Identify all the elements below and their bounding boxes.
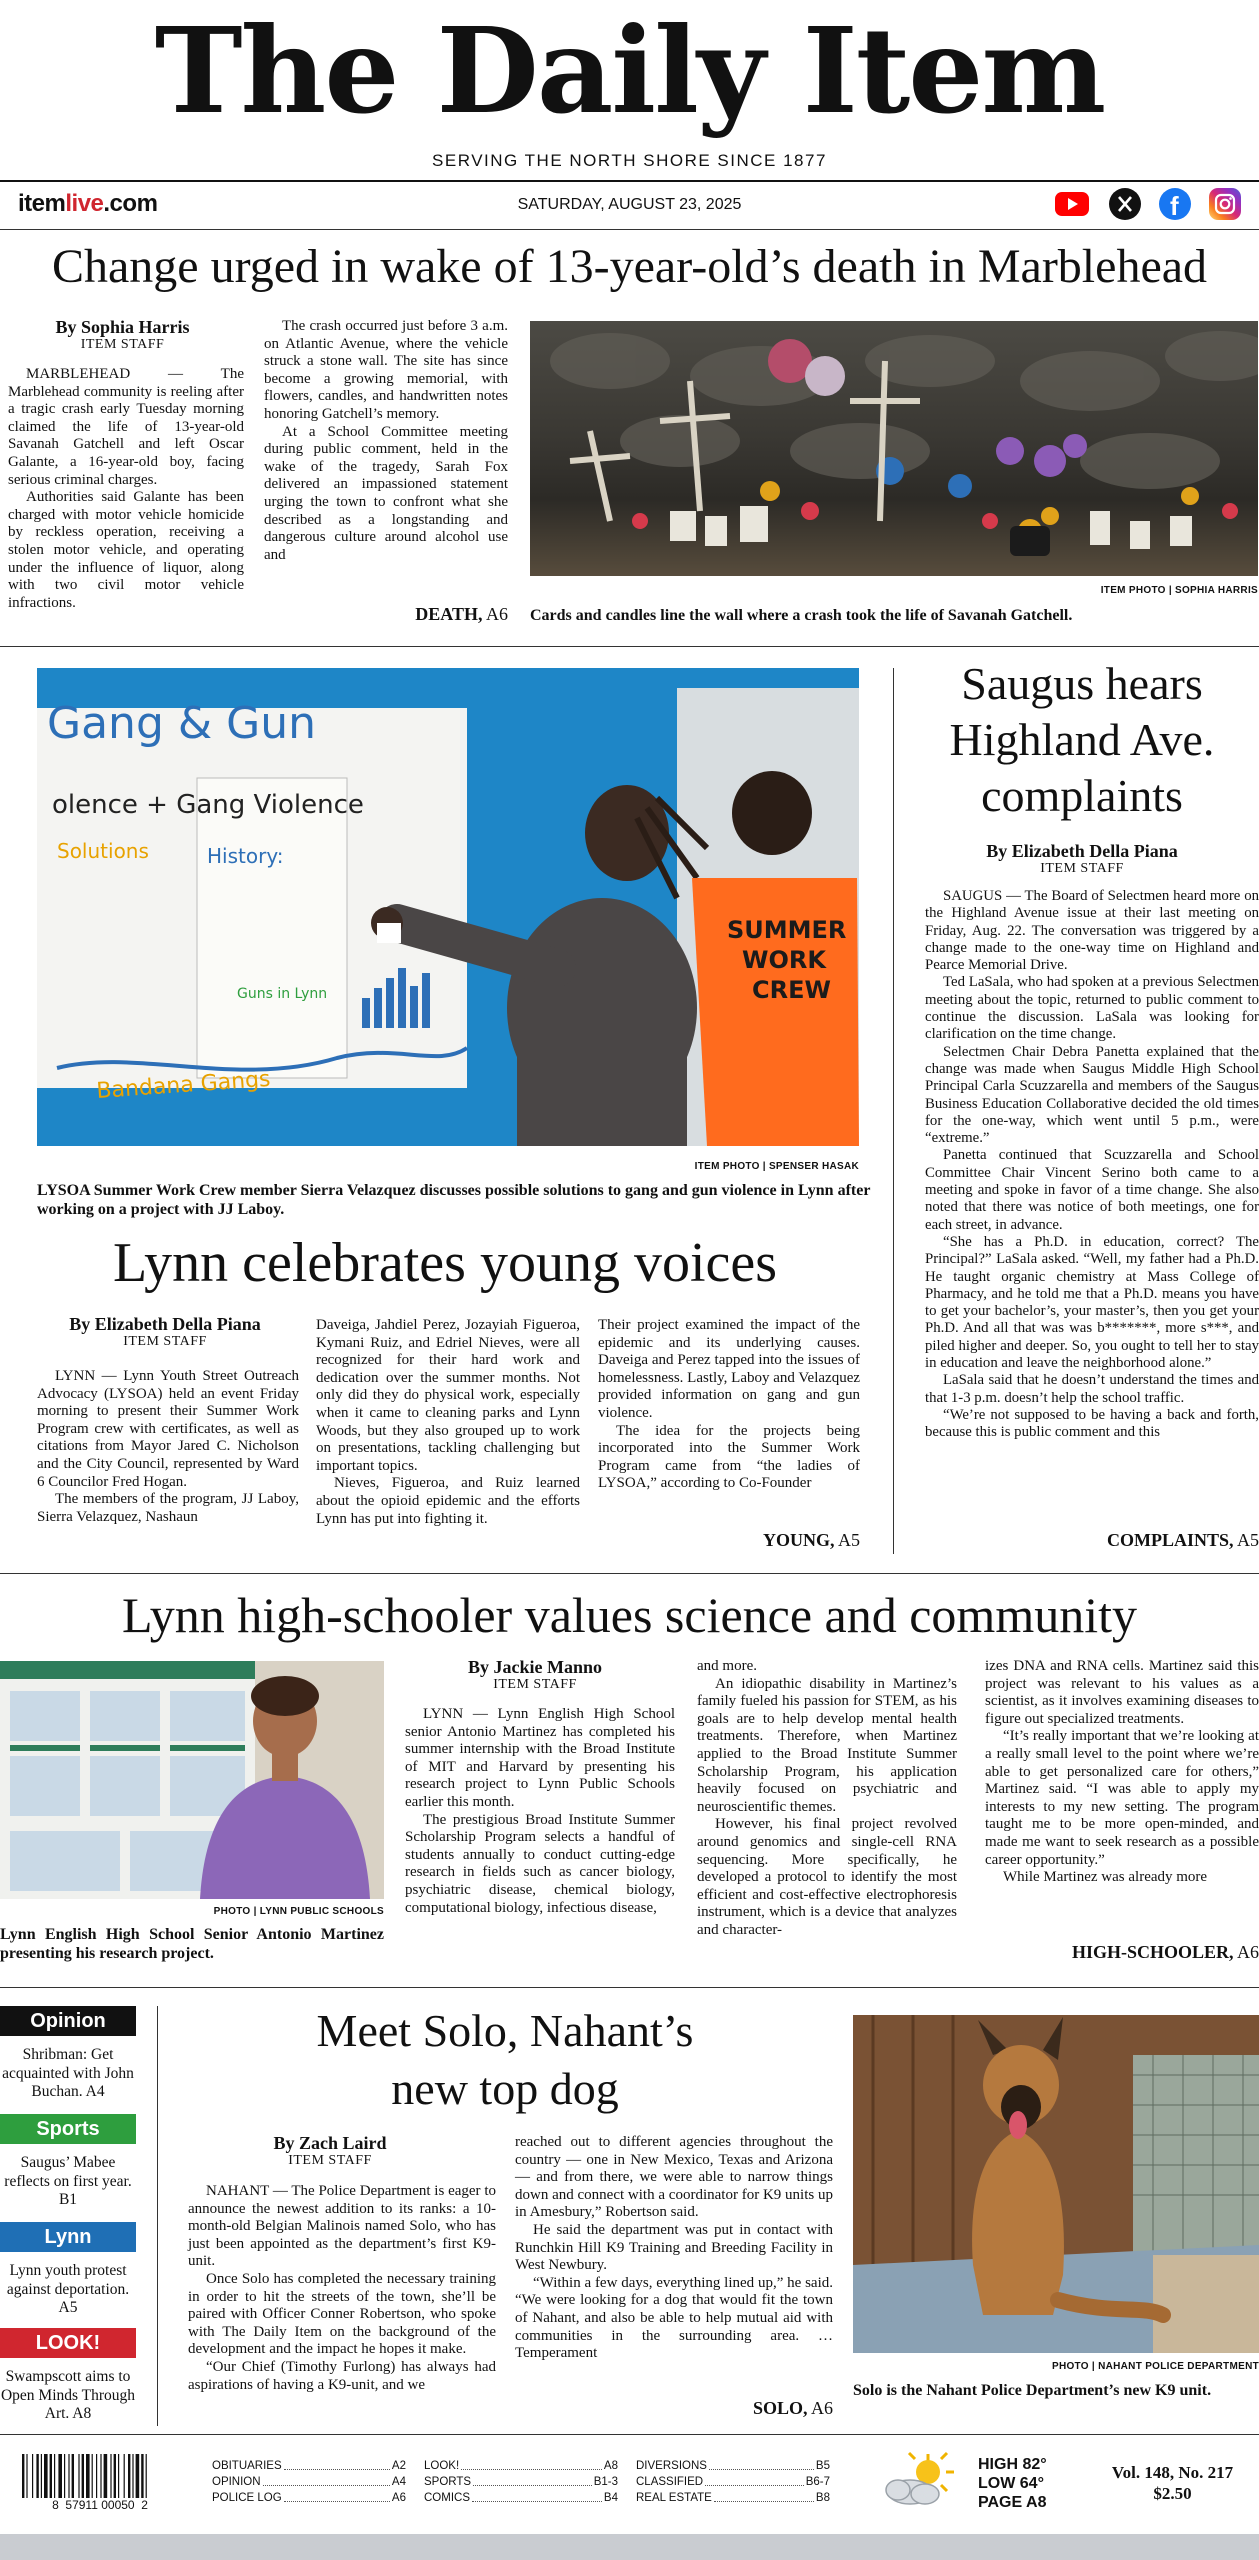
index-col-3 (636, 2458, 830, 2506)
site-url[interactable]: itemlive.com (18, 190, 158, 217)
weather (978, 2455, 1078, 2512)
bottom-band (0, 2534, 1259, 2560)
weather-page: PAGE A8 (978, 2494, 1047, 2511)
x-icon[interactable] (1109, 188, 1141, 220)
sun-cloud-icon (880, 2450, 960, 2510)
barcode-bar (92, 2454, 93, 2498)
martinez-photo-credit: PHOTO | LYNN PUBLIC SCHOOLS (213, 1906, 384, 1917)
facebook-icon[interactable] (1159, 188, 1191, 220)
index-entry[interactable]: CLASSIFIED B6-7 (636, 2476, 830, 2488)
teaser-sports[interactable]: Sports Saugus’ Mabee reflects on first year. B1 (0, 2114, 136, 2210)
barcode-bar (44, 2454, 48, 2498)
weather-low: LOW 64° (978, 2475, 1044, 2492)
barcode-bar (82, 2454, 84, 2498)
barcode-bar (50, 2454, 52, 2498)
barcode-bar (100, 2454, 101, 2498)
lynn-voices-col-3: Their project examined the impact of the epidemic and its underlying causes. Daveiga and Perez tapped into the issues of homelessness. Lastly, Laboy and Velazquez provided information on gang and gun violence. The idea for the projects being incorporated into the Summer Work Program came from “the ladies of LYSOA,” according to Co-Founder (598, 1317, 861, 1492)
barcode-bar (54, 2454, 55, 2498)
lysoa-caption: LYSOA Summer Work Crew member Sierra Velazquez discusses possible solutions to gang and gun violence in Lynn after working on a project with JJ Laboy. (37, 1182, 871, 1218)
martinez-caption: Lynn English High School Senior Antonio Martinez presenting his research project. (0, 1926, 384, 1962)
barcode-bar (58, 2454, 62, 2498)
barcode-bar (110, 2454, 111, 2498)
svg-text:Guns in Lynn: Guns in Lynn (237, 986, 328, 1002)
price: $2.50 (1153, 2484, 1192, 2503)
saugus-body: SAUGUS — The Board of Selectmen heard more on the Highland Avenue issue at their last meeting on Friday, Aug. 22. The conversation was triggered by a change made to the one-way time on Highland and Pearce Memorial Drive. Ted LaSala, who had spoken at a previous Selectmen meeting about the topic, returned to public comment to continue the discussion. LaSala was looking for clarification on the time change. Selectmen Chair Debra Panetta explained that the change was made when Saugus Middle High School Principal Carla Scuzzarella and members of the Saugus Business Education Collaborative decided the old times for the one-way, which went until 5 p.m., were “extreme.” Panetta continued that Scuzzarella and School Committee Chair Vincent Serino both came to a meeting and spoke in favor of a time change. She also noted that there was notice of both meetings, one for each street, in advance. “She has a Ph.D. in education, correct? The Principal?” LaSala asked. “Well, my father had a Ph.D. He taught organic chemistry at Mass College of Pharmacy, and he told me that a Ph.D. means you have to get your bachelor’s, your master’s, then you get your Ph.D. And all that was was b*******, more s***, and piled higher and deeper. So, you ought to tell her to stay in education and leave the neighborhood alone.” LaSala said that he doesn’t understand the times and that 1-3 p.m. doesn’t help the school traffic. “We’re not supposed to be having a back and forth, because this is public comment and this (925, 888, 1259, 1441)
index-entry[interactable]: OPINION A4 (212, 2476, 406, 2488)
barcode-bar (132, 2454, 133, 2498)
barcode-bar (26, 2454, 27, 2498)
weather-high: HIGH 82° (978, 2456, 1047, 2473)
instagram-icon[interactable] (1209, 188, 1241, 220)
barcode-bar (72, 2454, 74, 2498)
svg-text:History:: History: (207, 844, 284, 868)
saugus-byline: By Elizabeth Della Piana ITEM STAFF (986, 841, 1178, 876)
svg-text:olence + Gang Violence: olence + Gang Violence (52, 790, 364, 820)
lead-photo-credit: ITEM PHOTO | SOPHIA HARRIS (1100, 585, 1258, 596)
solo-photo-credit: PHOTO | NAHANT POLICE DEPARTMENT (1051, 2361, 1259, 2372)
barcode-bar (32, 2454, 33, 2498)
barcode-bar (128, 2454, 130, 2498)
science-col-2: and more. An idiopathic disability in Martinez’s family fueled his passion for STEM, as his goals are to help develop mental health treatments. Therefore, when Martinez applied to the Broad Institute Summer Scholarship Program, his application heavily focused on psychiatric and neuroscientific themes. However, his final project revolved around genomics and single-cell RNA sequencing. More specifically, he developed a protocol to identify the most efficient and cost-effective electrophoresis instrument, which is a device that analyzes and character- (697, 1658, 957, 1938)
index-entry[interactable]: REAL ESTATE B8 (636, 2492, 830, 2504)
barcode-bar (41, 2454, 42, 2498)
issue-date: SATURDAY, AUGUST 23, 2025 (517, 196, 742, 213)
svg-text:Solutions: Solutions (57, 839, 149, 863)
solo-jump[interactable]: SOLO, A6 (752, 2398, 833, 2418)
masthead-title: The Daily Item (154, 1, 1105, 140)
lynn-voices-headline[interactable]: Lynn celebrates young voices (112, 1232, 777, 1294)
science-headline[interactable]: Lynn high-schooler values science and community (121, 1587, 1137, 1643)
youtube-icon[interactable] (1055, 192, 1089, 216)
solo-byline: By Zach Laird ITEM STAFF (273, 2133, 387, 2168)
lynn-voices-byline: By Elizabeth Della Piana ITEM STAFF (69, 1314, 261, 1349)
index-entry[interactable]: OBITUARIES A2 (212, 2460, 406, 2472)
barcode-bar (118, 2454, 119, 2498)
solo-headline[interactable]: Meet Solo, Nahant’s new top dog (316, 2005, 694, 2114)
svg-text:CREW: CREW (752, 976, 831, 1004)
svg-text:f: f (1170, 191, 1179, 220)
index-entry[interactable]: POLICE LOG A6 (212, 2492, 406, 2504)
barcode-bar (36, 2454, 38, 2498)
solo-col-1: NAHANT — The Police Department is eager to announce the newest addition to its ranks: a 10-month-old Belgian Malinois named Solo, who has just been appointed as the department’s first K9-unit. Once Solo has completed the necessary training in order to hit the streets of the town, she’ll be paired with Officer Conner Robertson, who spoke with The Daily Item on the background of the development and the impact he hopes it make. “Our Chief (Timothy Furlong) has always had aspirations of having a K9-unit, and we (188, 2183, 496, 2393)
volume-number: Vol. 148, No. 217 (1111, 2463, 1234, 2482)
svg-text:Bandana Gangs: Bandana Gangs (95, 1066, 272, 1104)
index-col-2 (424, 2458, 618, 2506)
svg-text:WORK: WORK (742, 946, 826, 974)
science-jump[interactable]: HIGH-SCHOOLER, A6 (1071, 1942, 1259, 1962)
barcode-bar (64, 2454, 65, 2498)
lynn-voices-col-2: Daveiga, Jahdiel Perez, Jozayiah Figueroa, Kymani Ruiz, and Edriel Nieves, were all recognized for their hard work and dedication over the summer months. Not only did they do physical work, especially when it came to cleaning parks and Lynn Woods, but they also grouped up to work on presentations, tackling challenging but important topics. Nieves, Figueroa, and Ruiz learned about the opioid epidemic and the efforts Lynn has put into fighting it. (316, 1317, 580, 1527)
index-entry[interactable]: DIVERSIONS B5 (636, 2460, 830, 2472)
barcode-bar (114, 2454, 116, 2498)
index-col-1 (212, 2458, 406, 2506)
martinez-photo (0, 1661, 384, 1899)
lead-headline[interactable]: Change urged in wake of 13-year-old’s death in Marblehead (51, 240, 1208, 293)
science-byline: By Jackie Manno ITEM STAFF (467, 1657, 602, 1692)
lead-caption: Cards and candles line the wall where a crash took the life of Savanah Gatchell. (530, 607, 1073, 624)
barcode-bar (136, 2454, 140, 2498)
index-entry[interactable]: SPORTS B1-3 (424, 2476, 618, 2488)
barcode-bar (124, 2454, 125, 2498)
saugus-jump[interactable]: COMPLAINTS, A5 (1106, 1530, 1259, 1550)
barcode-bar (104, 2454, 108, 2498)
barcode-bar (22, 2454, 24, 2498)
barcode-bar (68, 2454, 69, 2498)
lysoa-photo-credit: ITEM PHOTO | SPENSER HASAK (694, 1161, 859, 1172)
lynn-voices-jump[interactable]: YOUNG, A5 (762, 1530, 860, 1550)
saugus-headline[interactable]: Saugus hears Highland Ave. complaints (949, 658, 1215, 821)
solo-col-2: reached out to different agencies throughout the country — one in New Mexico, Texas and Arizona — and from there, we were able to narrow things down and connect with a coordinator for K9 units up in Amesbury,” Robertson said. He said the department was put in contact with Runchkin Hill K9 Training and Breeding Facility in West Newbury. “Within a few days, everything lined up,” he said. “We were looking for a dog that would fit the town of Nahant, and also be able to help mutual aid with communities in the surrounding area. … Temperament (515, 2134, 833, 2362)
solo-caption: Solo is the Nahant Police Department’s new K9 unit. (853, 2382, 1212, 2399)
barcode-bar (146, 2454, 147, 2498)
lead-col-2: The crash occurred just before 3 a.m. on Atlantic Avenue, where the vehicle struck a stone wall. The site has since become a growing memorial, with flowers, candles, and handwritten notes honoring Gatchell’s memory. At a School Committee meeting during public comment, held in the wake of the tragedy, Sarah Fox delivered an impassioned statement urging the town to confront what she described as a longstanding and dangerous culture around alcohol use and (264, 318, 508, 563)
masthead-tagline: SERVING THE NORTH SHORE SINCE 1877 (432, 151, 827, 170)
memorial-photo (530, 321, 1258, 576)
solo-photo (853, 2015, 1259, 2353)
barcode-bar (96, 2454, 97, 2498)
science-col-3: izes DNA and RNA cells. Martinez said this project was relevant to his values as a scientist, as it involves examining diseases to figure out specialized treatments. “It’s really important that we’re looking at a really small level to the point where we’re able to get personalized care for others,” Martinez said. “I was able to apply my interests to my new setting. The program taught me to be more open-minded, and made me want to seek research as a possible career opportunity.” While Martinez was already more (985, 1658, 1259, 1886)
svg-text:SUMMER: SUMMER (727, 916, 847, 944)
teaser-lynn[interactable]: Lynn Lynn youth protest against deportation. A5 (0, 2222, 136, 2318)
lead-col-1: MARBLEHEAD — The Marblehead community is reeling after a tragic crash early Tuesday morning claimed the life of 13-year-old Savanah Gatchell and left Oscar Galante, a 16-year-old boy, facing serious criminal charges. Authorities said Galante has been charged with motor vehicle homicide by reckless operation, receiving a stolen motor vehicle, and operating under the influence of liquor, along with two civil motor vehicle infractions. (8, 366, 244, 611)
teaser-opinion[interactable]: Opinion Shribman: Get acquainted with John Buchan. A4 (0, 2006, 136, 2102)
lead-jump[interactable]: DEATH, A6 (415, 604, 508, 624)
lead-byline: By Sophia Harris ITEM STAFF (55, 317, 190, 352)
barcode-bar (141, 2454, 143, 2498)
svg-text:Gang & Gun: Gang & Gun (47, 698, 317, 749)
barcode-bar (78, 2454, 79, 2498)
lysoa-photo (37, 668, 859, 1146)
teaser-look[interactable]: LOOK! Swampscott aims to Open Minds Through Art. A8 (0, 2328, 136, 2424)
volume-price (1090, 2462, 1255, 2504)
science-col-1: LYNN — Lynn English High School senior Antonio Martinez has completed his summer internship with the Broad Institute of MIT and Harvard by presenting his research project to Lynn Public Schools earlier this month. The prestigious Broad Institute Summer Scholarship Program selects a handful of students annually to conduct cutting-edge research in fields such as cancer biology, psychiatric disease, chemical biology, computational biology, infectious disease, (405, 1706, 675, 1916)
index-entry[interactable]: LOOK! A8 (424, 2460, 618, 2472)
barcode-digits: 8 57911 00050 2 (52, 2498, 148, 2512)
index-entry[interactable]: COMICS B4 (424, 2492, 618, 2504)
barcode-bar (86, 2454, 90, 2498)
lynn-voices-col-1: LYNN — Lynn Youth Street Outreach Advocacy (LYSOA) held an event Friday morning to present their Summer Work Program crew with certificates, as well as citations from Mayor Jared C. Nicholson and the City Council, represented by Ward 6 Councilor Fred Hogan. The members of the program, JJ Laboy, Sierra Velazquez, Nashaun (37, 1368, 299, 1525)
